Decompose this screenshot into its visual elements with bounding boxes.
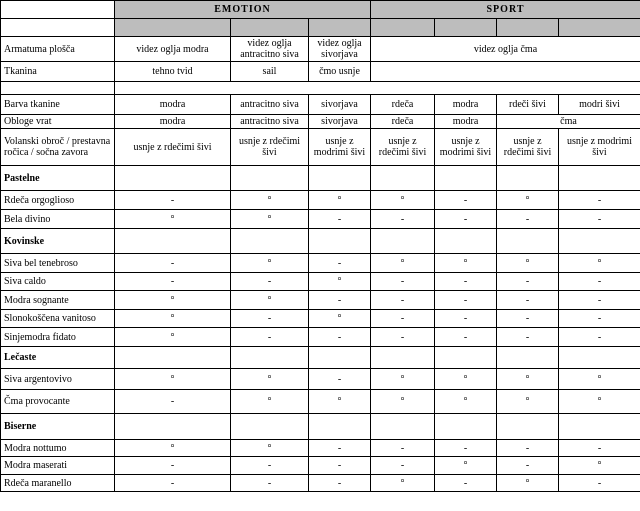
row-label: Tkanina <box>1 62 115 82</box>
availability-mark: - <box>435 273 497 291</box>
color-name: Čma provocante <box>1 390 115 414</box>
blank-cell <box>497 166 559 191</box>
blank-cell <box>231 229 309 254</box>
availability-mark: - <box>115 390 231 414</box>
blank-cell <box>497 229 559 254</box>
color-name: Slonokoščena vanitoso <box>1 310 115 328</box>
availability-mark: ° <box>371 475 435 492</box>
availability-mark: ° <box>231 191 309 210</box>
availability-mark: ° <box>497 475 559 492</box>
cell: rdeči šivi <box>497 95 559 115</box>
blank-cell <box>371 414 435 440</box>
availability-mark: ° <box>559 390 640 414</box>
color-name: Siva argentovivo <box>1 369 115 390</box>
availability-mark: ° <box>559 254 640 273</box>
volanski-row <box>1 129 640 166</box>
color-name: Siva caldo <box>1 273 115 291</box>
availability-mark: ° <box>371 191 435 210</box>
blank-cell <box>231 414 309 440</box>
availability-mark: - <box>497 291 559 310</box>
availability-mark: ° <box>435 254 497 273</box>
availability-mark: - <box>435 328 497 347</box>
row-label: Armatuma plošča <box>1 37 115 62</box>
color-name: Rdeča orgoglioso <box>1 191 115 210</box>
availability-mark: - <box>115 475 231 492</box>
availability-mark: - <box>371 328 435 347</box>
sport-blank-cell <box>371 62 640 82</box>
cell: videz oglja antracitno siva <box>231 37 309 62</box>
cell: usnje z rdečimi šivi <box>231 129 309 166</box>
availability-mark: ° <box>115 369 231 390</box>
availability-mark: - <box>371 273 435 291</box>
blank-cell <box>435 347 497 369</box>
availability-mark: - <box>309 328 371 347</box>
availability-mark: - <box>309 440 371 457</box>
availability-mark: - <box>309 210 371 229</box>
cell: usnje z modrimi šivi <box>309 129 371 166</box>
blank-cell <box>115 229 231 254</box>
availability-mark: ° <box>115 310 231 328</box>
cell: modra <box>435 95 497 115</box>
availability-mark: ° <box>435 369 497 390</box>
sport-header: SPORT <box>371 1 640 19</box>
availability-mark: ° <box>309 310 371 328</box>
availability-mark: - <box>559 273 640 291</box>
tkanina-row <box>1 62 640 82</box>
barva-row <box>1 95 640 115</box>
cell: sail <box>231 62 309 82</box>
table-body <box>1 1 640 492</box>
availability-mark: ° <box>115 440 231 457</box>
blank-cell <box>371 229 435 254</box>
availability-mark: - <box>559 475 640 492</box>
cell: antracitno siva <box>231 95 309 115</box>
emotion-header: EMOTION <box>115 1 371 19</box>
blank-cell <box>309 347 371 369</box>
availability-mark: - <box>559 210 640 229</box>
header-row <box>1 1 640 19</box>
shade-cell <box>371 19 435 37</box>
availability-mark: ° <box>231 390 309 414</box>
availability-mark: - <box>559 440 640 457</box>
blank-cell <box>309 229 371 254</box>
color-name: Modra sognante <box>1 291 115 310</box>
cell: rdeča <box>371 95 435 115</box>
availability-mark: - <box>559 310 640 328</box>
cell: modri šivi <box>559 95 640 115</box>
availability-mark: - <box>435 475 497 492</box>
availability-mark: - <box>497 457 559 475</box>
blank-cell <box>559 229 640 254</box>
availability-mark: ° <box>559 369 640 390</box>
cell: antracitno siva <box>231 115 309 129</box>
availability-mark: - <box>371 457 435 475</box>
availability-mark: ° <box>497 369 559 390</box>
availability-mark: ° <box>309 390 371 414</box>
availability-mark: ° <box>231 369 309 390</box>
group-title: Kovinske <box>1 229 115 254</box>
row-label: Barva tkanine <box>1 95 115 115</box>
cell: usnje z rdečimi šivi <box>371 129 435 166</box>
availability-mark: ° <box>371 369 435 390</box>
spacer-row <box>1 82 640 95</box>
cell: sivorjava <box>309 115 371 129</box>
availability-mark: - <box>497 440 559 457</box>
availability-mark: ° <box>371 254 435 273</box>
availability-mark: - <box>231 457 309 475</box>
armatura-row <box>1 37 640 62</box>
availability-mark: - <box>559 191 640 210</box>
availability-mark: ° <box>231 254 309 273</box>
header-corner <box>1 1 115 19</box>
availability-mark: - <box>371 210 435 229</box>
availability-mark: - <box>309 291 371 310</box>
table-row <box>1 210 640 229</box>
availability-mark: - <box>309 457 371 475</box>
color-name: Rdeča maranello <box>1 475 115 492</box>
cell: modra <box>115 95 231 115</box>
table-row <box>1 369 640 390</box>
color-name: Sinjemodra fidato <box>1 328 115 347</box>
availability-mark: - <box>309 475 371 492</box>
availability-mark: - <box>497 310 559 328</box>
table-row <box>1 328 640 347</box>
blank-cell <box>497 414 559 440</box>
group-title: Pastelne <box>1 166 115 191</box>
color-name: Bela divino <box>1 210 115 229</box>
sport-span-cell: čma <box>497 115 640 129</box>
availability-mark: - <box>115 457 231 475</box>
availability-mark: ° <box>497 390 559 414</box>
availability-mark: ° <box>231 440 309 457</box>
cell: videz oglja modra <box>115 37 231 62</box>
row-label: Volanski obroč / prestavna ročica / sočna zavora <box>1 129 115 166</box>
table-row <box>1 291 640 310</box>
blank-cell <box>115 166 231 191</box>
cell: usnje z modrimi šivi <box>435 129 497 166</box>
table-row <box>1 440 640 457</box>
availability-mark: - <box>371 310 435 328</box>
table-row <box>1 273 640 291</box>
blank-cell <box>115 347 231 369</box>
table-row <box>1 191 640 210</box>
cell: rdeča <box>371 115 435 129</box>
blank-cell <box>559 414 640 440</box>
availability-mark: - <box>309 254 371 273</box>
blank-cell <box>559 166 640 191</box>
availability-mark: - <box>231 475 309 492</box>
subheader-corner <box>1 19 115 37</box>
cell: usnje z rdečimi šivi <box>115 129 231 166</box>
blank-cell <box>435 166 497 191</box>
availability-mark: - <box>497 210 559 229</box>
cell: tehno tvid <box>115 62 231 82</box>
blank-cell <box>231 347 309 369</box>
blank-cell <box>497 347 559 369</box>
blank-cell <box>309 414 371 440</box>
group-row <box>1 229 640 254</box>
group-title: Biserne <box>1 414 115 440</box>
group-title: Lečaste <box>1 347 115 369</box>
obloge-row <box>1 115 640 129</box>
availability-mark: ° <box>435 457 497 475</box>
table-row <box>1 457 640 475</box>
availability-mark: ° <box>559 457 640 475</box>
availability-mark: - <box>497 273 559 291</box>
cell: modra <box>435 115 497 129</box>
blank-cell <box>115 414 231 440</box>
availability-mark: - <box>497 328 559 347</box>
availability-mark: - <box>231 273 309 291</box>
color-name: Modra nottumo <box>1 440 115 457</box>
group-row <box>1 414 640 440</box>
spacer-cell <box>115 82 640 95</box>
availability-mark: - <box>435 440 497 457</box>
cell: modra <box>115 115 231 129</box>
spacer-cell <box>1 82 115 95</box>
sport-span-cell: videz oglja čma <box>371 37 640 62</box>
blank-cell <box>435 229 497 254</box>
group-row <box>1 347 640 369</box>
availability-mark: - <box>231 310 309 328</box>
availability-mark: - <box>115 191 231 210</box>
cell: čmo usnje <box>309 62 371 82</box>
blank-cell <box>371 166 435 191</box>
blank-cell <box>435 414 497 440</box>
availability-mark: ° <box>115 328 231 347</box>
availability-mark: - <box>559 328 640 347</box>
table-row <box>1 310 640 328</box>
blank-cell <box>371 347 435 369</box>
cell: sivorjava <box>309 95 371 115</box>
availability-mark: - <box>435 191 497 210</box>
blank-cell <box>559 347 640 369</box>
blank-cell <box>309 166 371 191</box>
availability-mark: - <box>435 210 497 229</box>
cell: usnje z modrimi šivi <box>559 129 640 166</box>
availability-mark: ° <box>115 291 231 310</box>
availability-mark: ° <box>435 390 497 414</box>
availability-mark: - <box>231 328 309 347</box>
shade-cell <box>231 19 309 37</box>
availability-mark: - <box>371 440 435 457</box>
availability-mark: ° <box>309 273 371 291</box>
availability-mark: ° <box>231 210 309 229</box>
row-label: Obloge vrat <box>1 115 115 129</box>
availability-mark: - <box>371 291 435 310</box>
table-row <box>1 254 640 273</box>
cell: usnje z rdečimi šivi <box>497 129 559 166</box>
shade-cell <box>435 19 497 37</box>
table-row <box>1 390 640 414</box>
availability-mark: ° <box>371 390 435 414</box>
availability-mark: - <box>309 369 371 390</box>
shade-cell <box>309 19 371 37</box>
availability-mark: ° <box>497 191 559 210</box>
availability-mark: - <box>559 291 640 310</box>
table-row <box>1 475 640 492</box>
availability-mark: - <box>115 273 231 291</box>
color-name: Modra maserati <box>1 457 115 475</box>
blank-cell <box>231 166 309 191</box>
availability-mark: ° <box>497 254 559 273</box>
availability-mark: - <box>435 291 497 310</box>
shade-cell <box>115 19 231 37</box>
availability-mark: - <box>435 310 497 328</box>
shaded-subheader-row <box>1 19 640 37</box>
cell: videz oglja sivorjava <box>309 37 371 62</box>
shade-cell <box>559 19 640 37</box>
shade-cell <box>497 19 559 37</box>
availability-mark: ° <box>309 191 371 210</box>
availability-mark: ° <box>115 210 231 229</box>
availability-mark: ° <box>231 291 309 310</box>
availability-mark: - <box>115 254 231 273</box>
group-row <box>1 166 640 191</box>
color-name: Siva bel tenebroso <box>1 254 115 273</box>
